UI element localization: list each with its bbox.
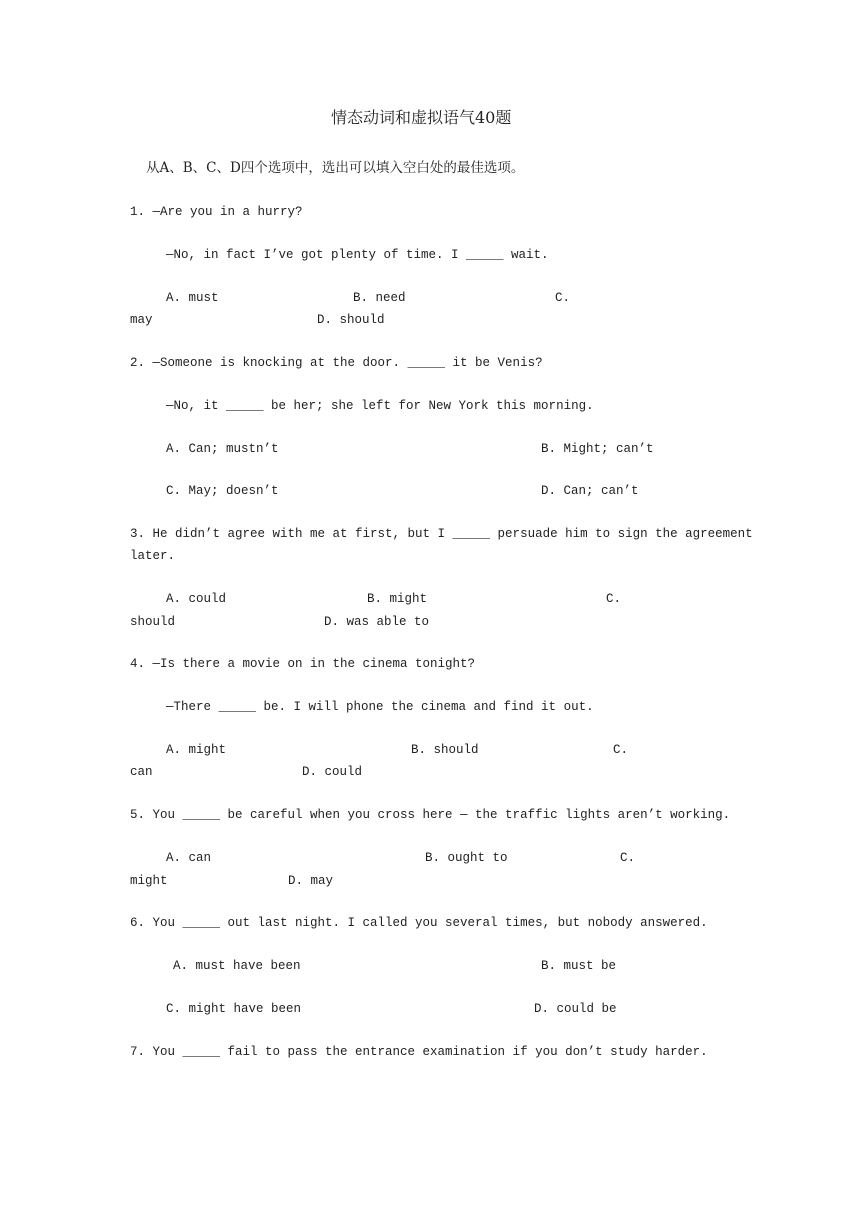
question-2-option-d: D. Can; can’t: [541, 484, 639, 498]
question-1-dialog: —No, in fact I’ve got plenty of time. I _____ wait.: [166, 248, 549, 262]
question-3-stem: 3. He didn’t agree with me at first, but I _____ persuade him to sign the agreement: [130, 527, 753, 541]
question-1-option-b: B. need: [353, 291, 406, 305]
question-2-option-c: C. May; doesn’t: [166, 484, 279, 498]
question-7-stem: 7. You _____ fail to pass the entrance examination if you don’t study harder.: [130, 1045, 708, 1059]
question-3-option-c-text: should: [130, 615, 176, 629]
question-1-option-a: A. must: [166, 291, 219, 305]
question-4-option-c-text: can: [130, 765, 153, 779]
question-2-option-a: A. Can; mustn’t: [166, 442, 279, 456]
question-6-option-c: C. might have been: [166, 1002, 302, 1016]
question-5-stem: 5. You _____ be careful when you cross here — the traffic lights aren’t working.: [130, 808, 731, 822]
question-2-stem: 2. —Someone is knocking at the door. _____ it be Venis?: [130, 356, 543, 370]
question-4-stem: 4. —Is there a movie on in the cinema tonight?: [130, 657, 476, 671]
question-1-option-c-text: may: [130, 313, 153, 327]
question-1-stem: 1. —Are you in a hurry?: [130, 205, 303, 219]
question-3-option-b: B. might: [367, 592, 428, 606]
question-3-option-c-label: C.: [606, 592, 622, 606]
question-6-stem: 6. You _____ out last night. I called you several times, but nobody answered.: [130, 916, 708, 930]
instructions: 从A、B、C、D四个选项中，选出可以填入空白处的最佳选项。: [146, 160, 525, 176]
question-2-dialog: —No, it _____ be her; she left for New York this morning.: [166, 399, 594, 413]
question-5-option-d: D. may: [288, 874, 334, 888]
page-title: 情态动词和虚拟语气40题: [331, 108, 512, 127]
question-6-option-b: B. must be: [541, 959, 617, 973]
question-6-option-a: A. must have been: [173, 959, 301, 973]
question-2-option-b: B. Might; can’t: [541, 442, 654, 456]
question-4-option-a: A. might: [166, 743, 227, 757]
question-3-option-d: D. was able to: [324, 615, 430, 629]
question-5-option-c-text: might: [130, 874, 168, 888]
question-6-option-d: D. could be: [534, 1002, 617, 1016]
question-3-stem-cont: later.: [130, 549, 176, 563]
question-4-option-d: D. could: [302, 765, 363, 779]
question-1-option-d: D. should: [317, 313, 385, 327]
question-5-option-a: A. can: [166, 851, 212, 865]
question-4-dialog: —There _____ be. I will phone the cinema and find it out.: [166, 700, 594, 714]
question-5-option-b: B. ought to: [425, 851, 508, 865]
question-1-option-c-label: C.: [555, 291, 571, 305]
question-5-option-c-label: C.: [620, 851, 636, 865]
question-4-option-b: B. should: [411, 743, 479, 757]
question-3-option-a: A. could: [166, 592, 227, 606]
question-4-option-c-label: C.: [613, 743, 629, 757]
